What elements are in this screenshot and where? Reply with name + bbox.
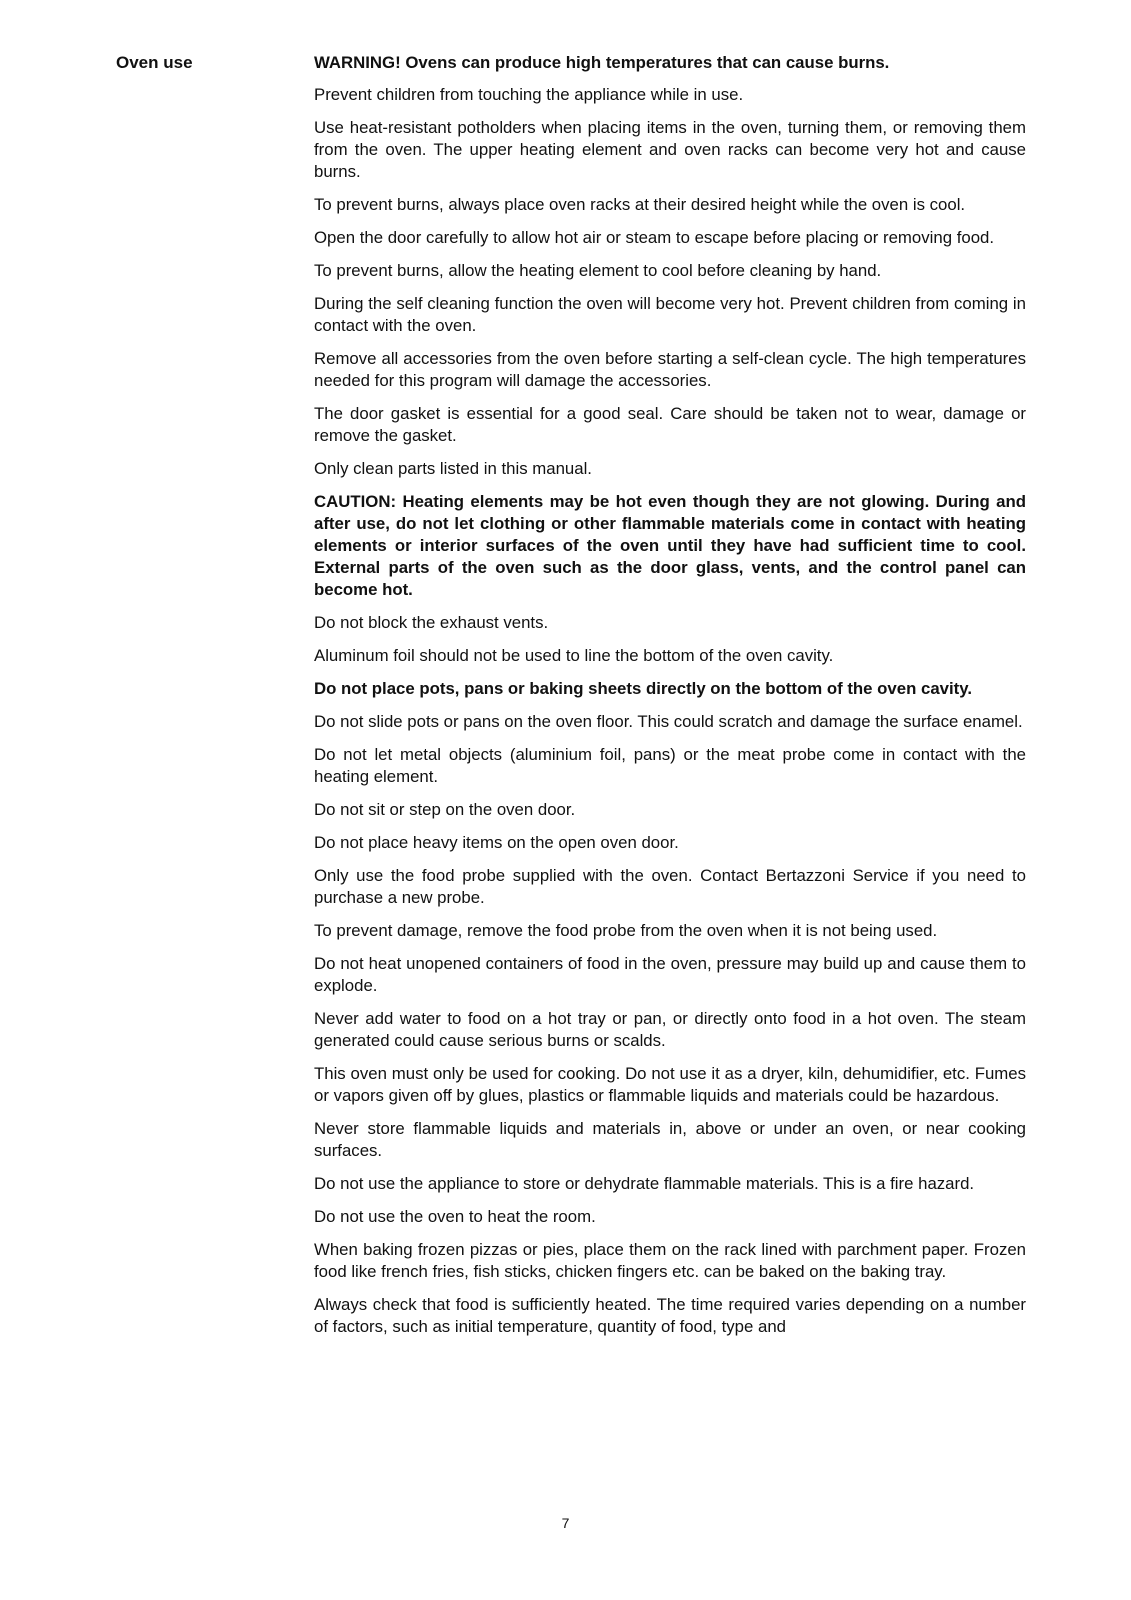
paragraph: Use heat-resistant potholders when placing items in the oven, turning them, or removing them from the oven. The upper heating element and oven racks can become very hot and cause burns.	[314, 118, 1026, 181]
paragraph: Remove all accessories from the oven before starting a self-clean cycle. The high temperatures needed for this program will damage the accessories.	[314, 349, 1026, 390]
warning-heading: WARNING! Ovens can produce high temperatures that can cause burns.	[314, 53, 890, 72]
paragraph: Do not block the exhaust vents.	[314, 613, 549, 632]
paragraph: Do not place pots, pans or baking sheets directly on the bottom of the oven cavity.	[314, 679, 972, 698]
paragraph: The door gasket is essential for a good seal. Care should be taken not to wear, damage or remove the gasket.	[314, 404, 1026, 445]
paragraph: Only clean parts listed in this manual.	[314, 459, 592, 478]
paragraph: Only use the food probe supplied with the oven. Contact Bertazzoni Service if you need to purchase a new probe.	[314, 866, 1026, 907]
section-label: Oven use	[116, 53, 193, 72]
paragraph: Aluminum foil should not be used to line the bottom of the oven cavity.	[314, 646, 834, 665]
paragraph: This oven must only be used for cooking. Do not use it as a dryer, kiln, dehumidifier, etc. Fumes or vapors given off by glues, plastics or flammable liquids and materials could be hazardous.	[314, 1064, 1026, 1105]
paragraph: Always check that food is sufficiently heated. The time required varies depending on a number of factors, such as initial temperature, quantity of food, type and	[314, 1295, 1026, 1336]
paragraph: Do not sit or step on the oven door.	[314, 800, 576, 819]
paragraph: To prevent burns, allow the heating element to cool before cleaning by hand.	[314, 261, 882, 280]
page-number: 7	[561, 1515, 570, 1531]
paragraph-list	[314, 84, 1026, 1338]
paragraph: To prevent damage, remove the food probe from the oven when it is not being used.	[314, 921, 938, 940]
paragraph: Never store flammable liquids and materials in, above or under an oven, or near cooking surfaces.	[314, 1119, 1026, 1160]
paragraph: Do not slide pots or pans on the oven floor. This could scratch and damage the surface enamel.	[314, 712, 1023, 731]
paragraph: CAUTION: Heating elements may be hot even though they are not glowing. During and after use, do not let clothing or other flammable materials come in contact with heating elements or interior surfaces of the oven until they have had sufficient time to cool. External parts of the oven such as the door glass, vents, and the control panel can become hot.	[314, 492, 1026, 599]
paragraph: Do not place heavy items on the open oven door.	[314, 833, 679, 852]
paragraph: Do not let metal objects (aluminium foil, pans) or the meat probe come in contact with the heating element.	[314, 745, 1026, 786]
paragraph: Prevent children from touching the appliance while in use.	[314, 85, 744, 104]
paragraph: Do not use the oven to heat the room.	[314, 1207, 596, 1226]
paragraph: Never add water to food on a hot tray or pan, or directly onto food in a hot oven. The steam generated could cause serious burns or scalds.	[314, 1009, 1026, 1050]
paragraph: During the self cleaning function the oven will become very hot. Prevent children from coming in contact with the oven.	[314, 294, 1026, 335]
paragraph: Do not use the appliance to store or dehydrate flammable materials. This is a fire hazard.	[314, 1174, 975, 1193]
paragraph: Open the door carefully to allow hot air or steam to escape before placing or removing food.	[314, 228, 995, 247]
content-column	[314, 52, 1026, 1349]
paragraph: Do not heat unopened containers of food in the oven, pressure may build up and cause them to explode.	[314, 954, 1026, 995]
paragraph: When baking frozen pizzas or pies, place them on the rack lined with parchment paper. Frozen food like french fries, fish sticks, chicken fingers etc. can be baked on the baking tray.	[314, 1240, 1026, 1281]
paragraph: To prevent burns, always place oven racks at their desired height while the oven is cool.	[314, 195, 966, 214]
